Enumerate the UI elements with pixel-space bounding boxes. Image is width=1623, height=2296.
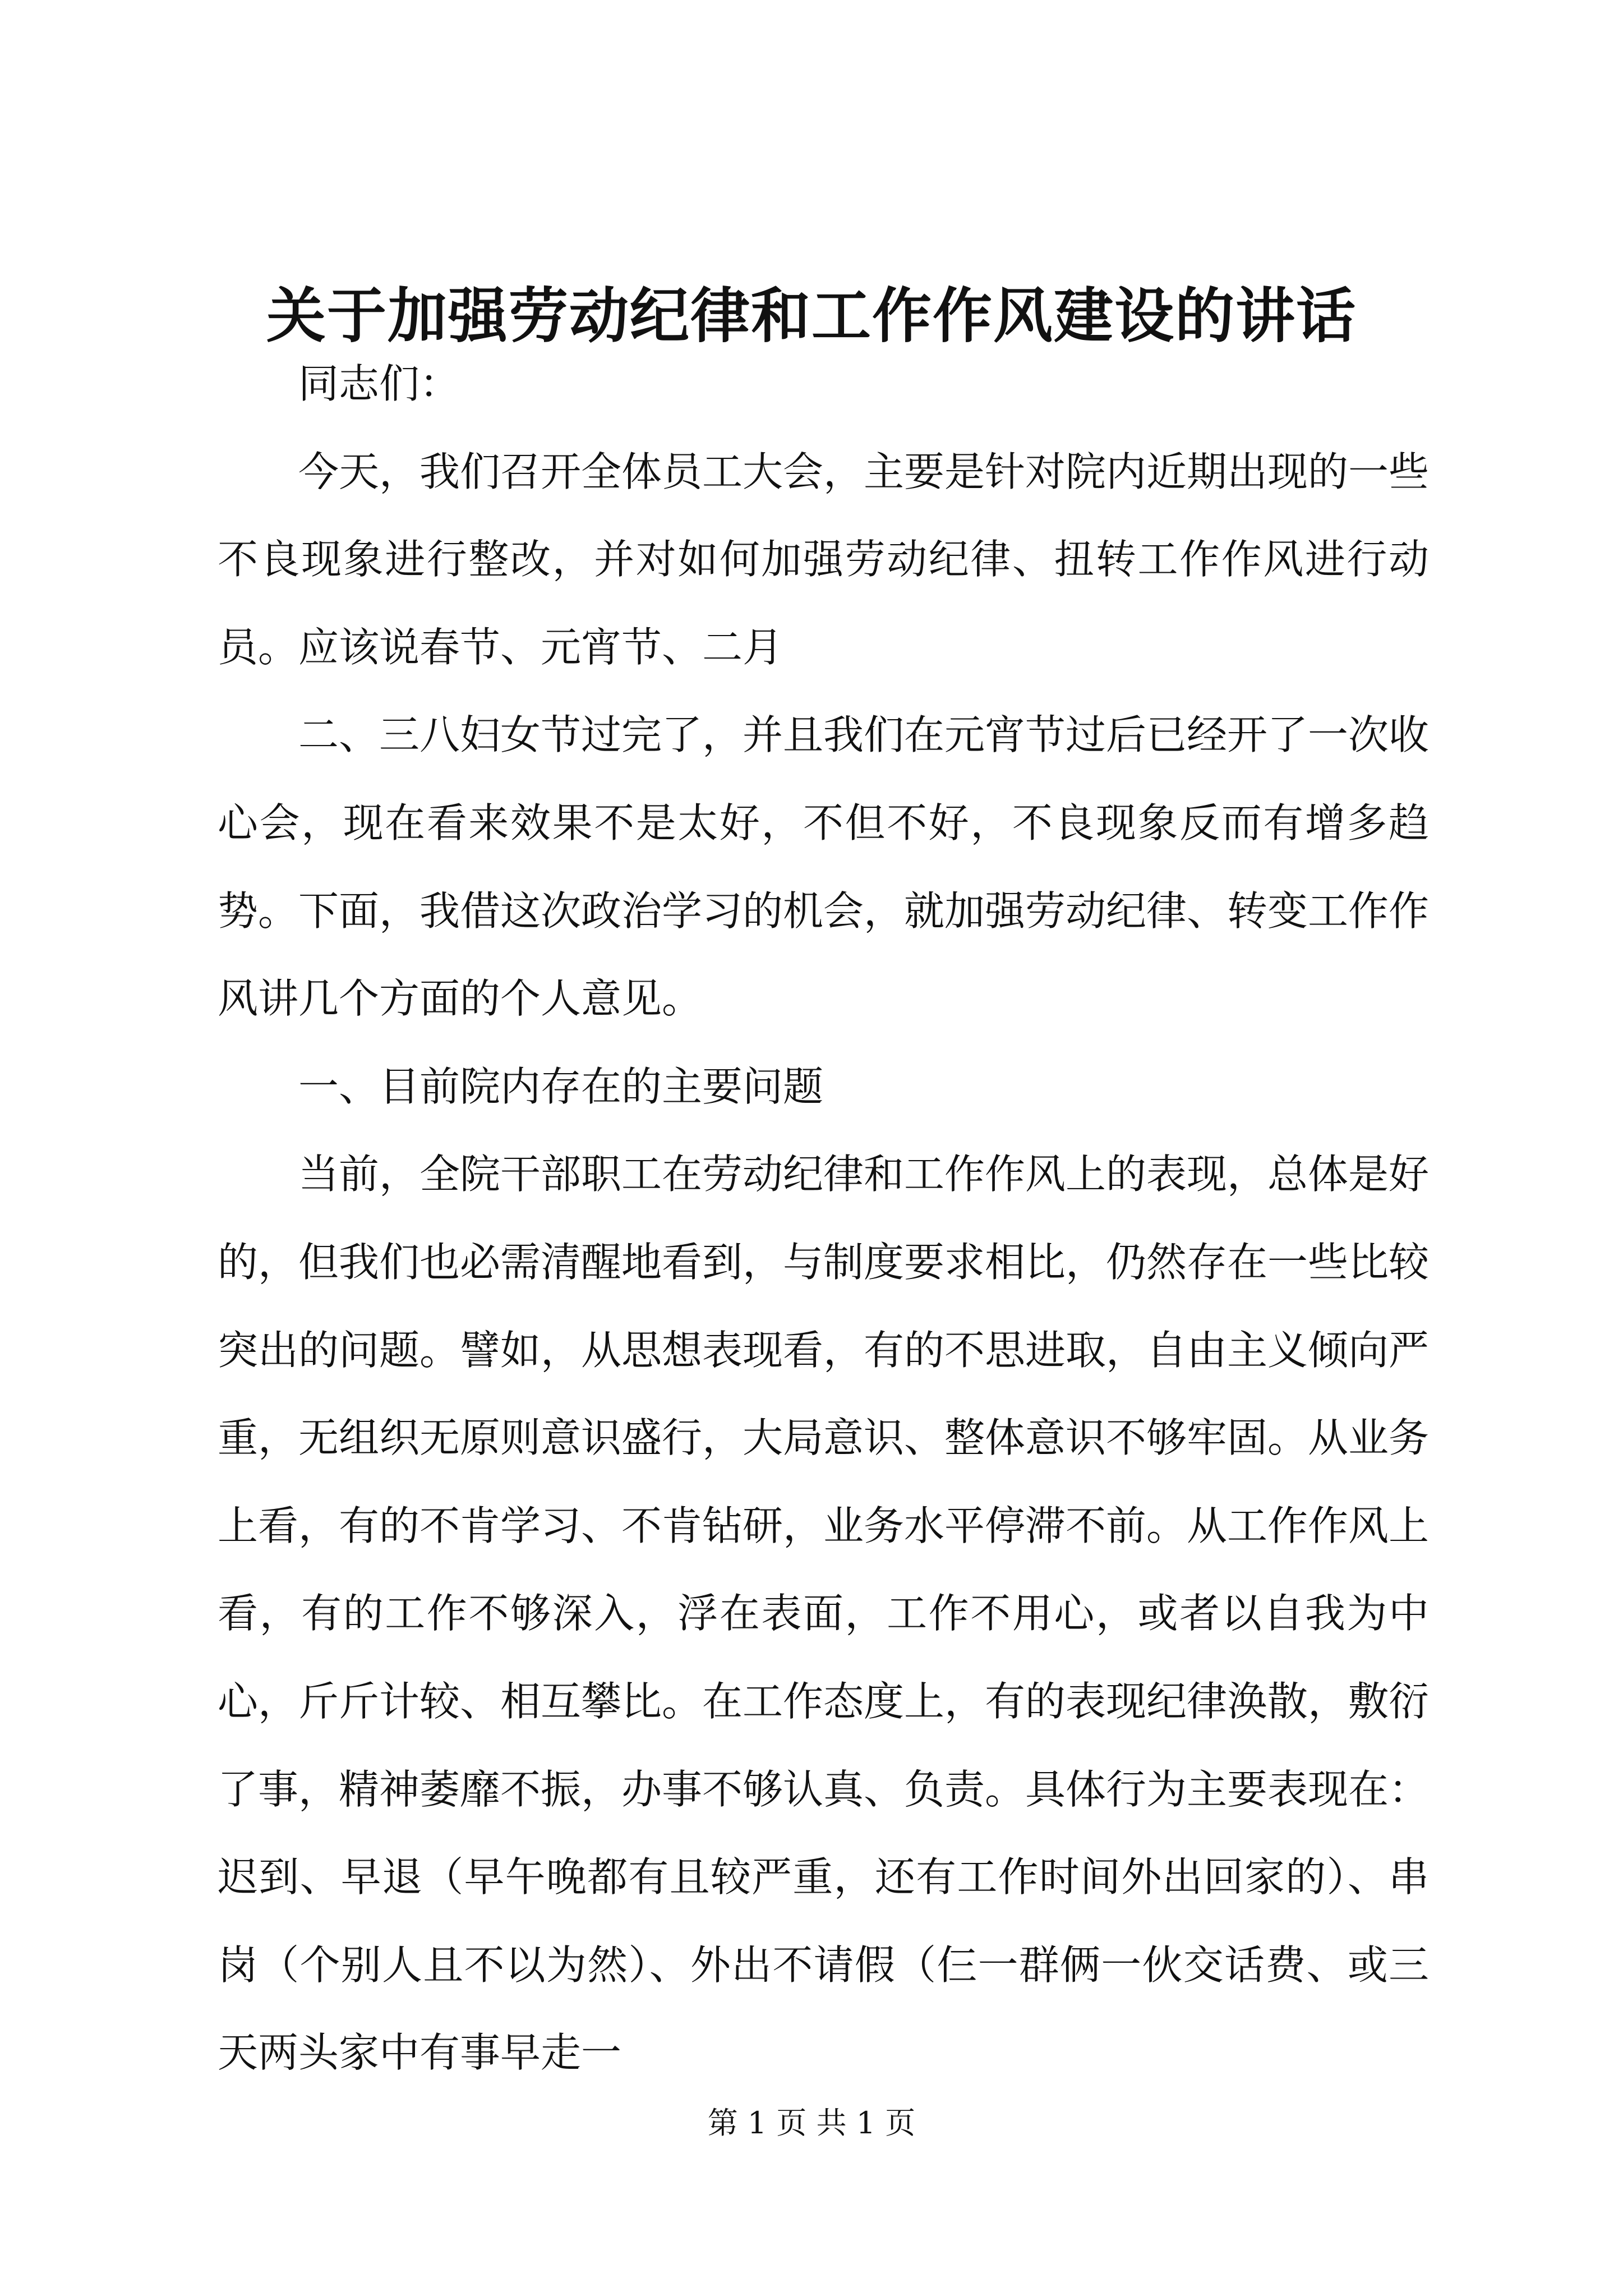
body-paragraph: 当前，全院干部职工在劳动纪律和工作作风上的表现，总体是好的，但我们也必需清醒地看到，与制度要求相比，仍然存在一些比较突出的问题。譬如，从思想表现看，有的不思进取，自由主义倾向严重，无组织无原则意识盛行，大局意识、整体意识不够牢固。从业务上看，有的不肯学习、不肯钻研，业务水平停滞不前。从工作作风上看，有的工作不够深入，浮在表面，工作不用心，或者以自我为中心，斤斤计较、相互攀比。在工作态度上，有的表现纪律涣散，敷衍了事，精神萎靡不振，办事不够认真、负责。具体行为主要表现在：迟到、早退（早午晚都有且较严重，还有工作时间外出回家的）、串岗（个别人且不以为然）、外出不请假（仨一群俩一伙交话费、或三天两头家中有事早走一 bbox=[218, 1151, 1430, 2077]
salutation-paragraph: 同志们： bbox=[298, 360, 460, 407]
document-body bbox=[218, 340, 1429, 2097]
document-title: 关于加强劳动纪律和工作作风建设的讲话 bbox=[266, 280, 1357, 351]
body-paragraph: 二、三八妇女节过完了，并且我们在元宵节过后已经开了一次收心会，现在看来效果不是太好，不但不好，不良现象反而有增多趋势。下面，我借这次政治学习的机会，就加强劳动纪律、转变工作作风讲几个方面的个人意见。 bbox=[218, 711, 1430, 1023]
section-heading: 一、目前院内存在的主要问题 bbox=[298, 1062, 824, 1110]
page-footer: 第 1 页 共 1 页 bbox=[707, 2105, 916, 2141]
body-paragraph: 今天，我们召开全体员工大会，主要是针对院内近期出现的一些不良现象进行整改，并对如何加强劳动纪律、扭转工作作风进行动员。应该说春节、元宵节、二月 bbox=[218, 448, 1430, 671]
